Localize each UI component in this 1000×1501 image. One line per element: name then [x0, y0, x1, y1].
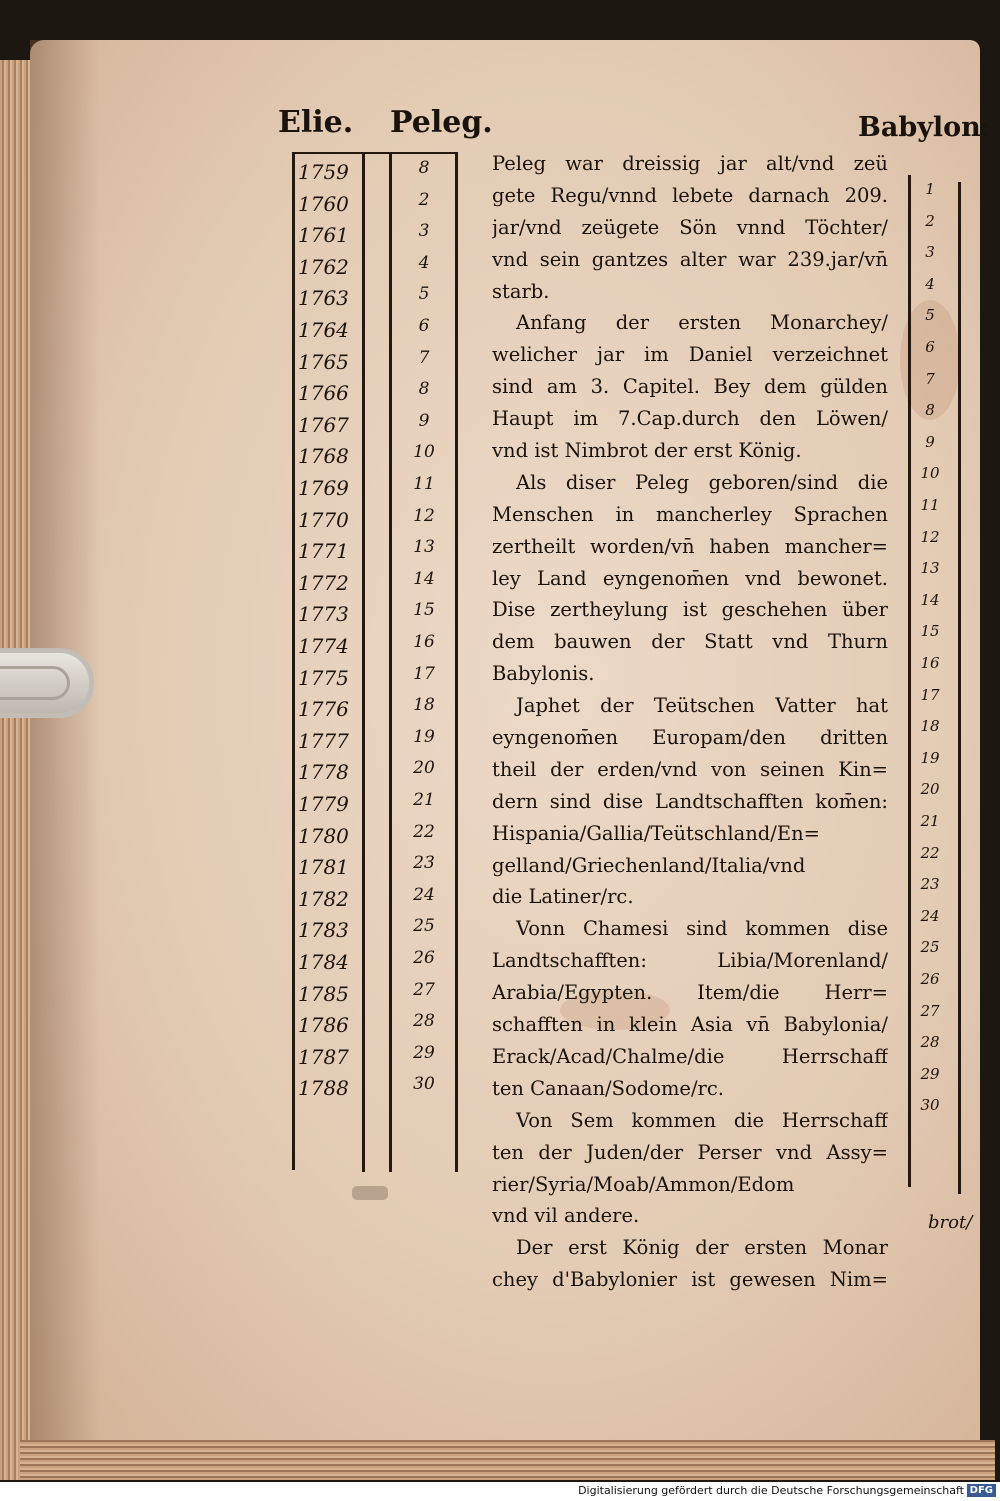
text-line: Menschen in mancherley Sprachen	[492, 502, 888, 526]
babylon-year-label: 6	[925, 338, 935, 356]
text-line: dem bauwen der Statt vnd Thurn	[492, 630, 888, 654]
year-of-world-label: 1763	[298, 286, 349, 311]
peleg-age-label: 15	[413, 600, 435, 621]
year-of-world-label: 1774	[298, 634, 349, 658]
peleg-age-label: 11	[413, 474, 435, 494]
running-head-left: Elie.	[278, 105, 354, 140]
peleg-age-label: 24	[413, 884, 435, 905]
text-line: Hispania/Gallia/Teütschland/En=	[492, 821, 820, 845]
peleg-age-label: 9	[418, 410, 430, 431]
year-of-world-label: 1759	[298, 160, 349, 184]
babylon-year-label: 14	[920, 590, 940, 609]
table-rule	[908, 175, 911, 1187]
text-line: die Latiner/rc.	[492, 885, 634, 909]
text-line: Anfang der ersten Monarchey/	[516, 311, 888, 335]
babylon-year-label: 8	[925, 401, 935, 420]
year-of-world-label: 1767	[298, 412, 349, 437]
peleg-age-label: 23	[413, 853, 435, 874]
babylon-year-label: 7	[925, 369, 935, 388]
babylon-year-label: 9	[925, 432, 935, 451]
babylon-year-label: 24	[920, 906, 940, 925]
table-rule	[362, 152, 365, 1172]
year-of-world-label: 1780	[298, 823, 349, 848]
text-line: vnd ist Nimbrot der erst König.	[492, 439, 802, 463]
year-of-world-label: 1778	[298, 760, 349, 785]
table-rule	[455, 152, 458, 1172]
text-line: Japhet der Teütschen Vatter hat	[516, 694, 888, 718]
babylon-year-label: 12	[920, 527, 940, 546]
year-of-world-label: 1782	[298, 886, 349, 911]
babylon-year-label: 27	[920, 1001, 940, 1020]
peleg-age-label: 28	[413, 1011, 435, 1032]
text-line: eyngenom̄en Europam/den dritten	[492, 726, 888, 750]
peleg-age-label: 29	[413, 1042, 435, 1063]
year-of-world-label: 1775	[298, 665, 349, 690]
text-line: gelland/Griechenland/Italia/vnd	[492, 853, 806, 877]
dfg-logo: DFG	[967, 1484, 996, 1497]
text-line: Erack/Acad/Chalme/die Herrschaff	[492, 1044, 888, 1068]
babylon-year-label: 11	[920, 496, 940, 514]
peleg-age-label: 13	[413, 537, 435, 558]
babylon-year-label: 2	[925, 211, 935, 230]
text-line: vnd sein gantzes alter war 239.jar/vn̄	[492, 247, 888, 271]
babylon-year-label: 4	[925, 274, 935, 293]
babylon-year-label: 20	[920, 780, 940, 799]
peleg-age-label: 20	[413, 758, 435, 779]
year-of-world-label: 1788	[298, 1076, 349, 1101]
babylon-year-label: 1	[925, 180, 935, 198]
text-line: Babylonis.	[492, 662, 595, 686]
text-line: Landtschafften: Libia/Morenland/	[492, 949, 888, 973]
peleg-age-label: 8	[418, 158, 430, 178]
page-gutter-shadow	[30, 40, 100, 1450]
peleg-age-label: 14	[413, 568, 435, 589]
babylon-year-label: 26	[920, 970, 940, 988]
year-of-world-label: 1783	[298, 918, 349, 943]
year-of-world-label: 1772	[298, 570, 349, 595]
peleg-age-label: 27	[413, 979, 435, 1000]
year-of-world-label: 1768	[298, 444, 349, 469]
funding-credit: Digitalisierung gefördert durch die Deutsche Forschungsgemeinschaft	[578, 1484, 964, 1497]
text-line: Haupt im 7.Cap.durch den Löwen/	[492, 407, 888, 431]
running-head-right: Babylon:	[858, 112, 991, 143]
year-of-world-label: 1787	[298, 1044, 349, 1069]
peleg-age-label: 2	[418, 189, 430, 210]
year-of-world-label: 1784	[298, 950, 349, 974]
peleg-age-label: 26	[413, 948, 435, 968]
peleg-age-label: 7	[418, 347, 430, 368]
year-of-world-label: 1769	[298, 476, 349, 500]
peleg-age-label: 12	[413, 505, 435, 526]
table-rule	[958, 182, 961, 1194]
year-of-world-label: 1776	[298, 697, 349, 722]
ink-smudge	[352, 1186, 388, 1200]
peleg-age-label: 8	[418, 379, 430, 400]
text-line: zertheilt worden/vn̄ haben mancher=	[492, 534, 888, 558]
year-of-world-label: 1785	[298, 981, 349, 1006]
peleg-age-label: 30	[413, 1074, 435, 1095]
babylon-year-label: 17	[920, 685, 940, 704]
digitization-footer	[0, 1482, 1000, 1501]
table-rule	[292, 152, 295, 1170]
text-line: jar/vnd zeügete Sön vnnd Töchter/	[492, 215, 888, 239]
text-line: ten Canaan/Sodome/rc.	[492, 1076, 724, 1100]
text-line: Von Sem kommen die Herrschaff	[516, 1108, 888, 1132]
text-line: Als diser Peleg geboren/sind die	[516, 470, 888, 494]
peleg-age-label: 10	[413, 442, 435, 463]
text-line: Vonn Chamesi sind kommen dise	[516, 917, 888, 941]
peleg-age-label: 16	[413, 632, 435, 652]
text-line: theil der erden/vnd von seinen Kin=	[492, 757, 888, 781]
text-line: starb.	[492, 279, 550, 303]
year-of-world-label: 1770	[298, 507, 349, 532]
babylon-year-label: 21	[920, 812, 940, 830]
babylon-year-label: 29	[920, 1064, 940, 1083]
babylon-year-label: 30	[920, 1096, 940, 1115]
peleg-age-label: 4	[418, 252, 430, 273]
paper-clip-inner	[0, 666, 70, 700]
text-line: ten der Juden/der Perser vnd Assy=	[492, 1140, 888, 1164]
text-line: chey d'Babylonier ist gewesen Nim=	[492, 1268, 888, 1292]
year-of-world-label: 1771	[298, 539, 349, 564]
peleg-age-label: 6	[418, 316, 430, 336]
text-line: Dise zertheylung ist geschehen über	[492, 598, 888, 622]
year-of-world-label: 1786	[298, 1013, 349, 1038]
text-line: Arabia/Egypten. Item/die Herr=	[492, 981, 888, 1005]
text-line: vnd vil andere.	[492, 1204, 640, 1228]
text-line: rier/Syria/Moab/Ammon/Edom	[492, 1172, 795, 1196]
babylon-year-label: 19	[920, 748, 940, 767]
babylon-year-label: 28	[920, 1033, 940, 1052]
peleg-age-label: 18	[413, 695, 435, 716]
text-line: gete Regu/vnnd lebete darnach 209.	[492, 183, 888, 207]
text-line: welicher jar im Daniel verzeichnet	[492, 343, 888, 367]
table-rule	[389, 152, 392, 1172]
text-line: Der erst König der ersten Monar	[516, 1236, 888, 1260]
peleg-age-label: 17	[413, 663, 435, 684]
year-of-world-label: 1761	[298, 223, 349, 248]
year-of-world-label: 1766	[298, 381, 349, 406]
peleg-age-label: 25	[413, 916, 435, 937]
main-text	[492, 148, 888, 1296]
babylon-year-label: 25	[920, 938, 940, 957]
peleg-age-label: 19	[413, 726, 435, 747]
year-of-world-label: 1773	[298, 602, 349, 627]
babylon-year-label: 15	[920, 622, 940, 641]
text-line: sind am 3. Capitel. Bey dem gülden	[492, 375, 888, 399]
peleg-age-label: 22	[413, 821, 435, 842]
text-line: schafften in klein Asia vn̄ Babylonia/	[492, 1013, 888, 1037]
text-line: ley Land eyngenom̄en vnd bewonet.	[492, 566, 888, 590]
running-head-middle: Peleg.	[390, 105, 493, 140]
babylon-year-label: 18	[920, 717, 940, 736]
babylon-year-label: 23	[920, 875, 940, 894]
text-line: dern sind dise Landtschafften kom̄en:	[492, 789, 888, 813]
book-edge-bottom	[20, 1440, 995, 1480]
year-of-world-label: 1760	[298, 191, 349, 216]
year-of-world-label: 1762	[298, 254, 349, 279]
babylon-year-label: 5	[925, 306, 935, 325]
peleg-age-label: 5	[418, 284, 430, 305]
year-of-world-label: 1777	[298, 728, 349, 753]
peleg-age-label: 21	[413, 790, 435, 810]
catchword: brot/	[928, 1212, 973, 1233]
text-line: Peleg war dreissig jar alt/vnd zeü	[492, 152, 888, 175]
year-of-world-label: 1779	[298, 792, 349, 816]
babylon-year-label: 10	[920, 464, 940, 483]
year-of-world-label: 1781	[298, 855, 349, 880]
peleg-age-label: 3	[418, 221, 430, 242]
year-of-world-label: 1764	[298, 318, 349, 342]
babylon-year-label: 16	[920, 654, 940, 672]
babylon-year-label: 3	[925, 243, 935, 262]
year-of-world-label: 1765	[298, 349, 349, 374]
table-rule	[292, 152, 458, 154]
babylon-year-label: 22	[920, 843, 940, 862]
babylon-year-label: 13	[920, 559, 940, 578]
